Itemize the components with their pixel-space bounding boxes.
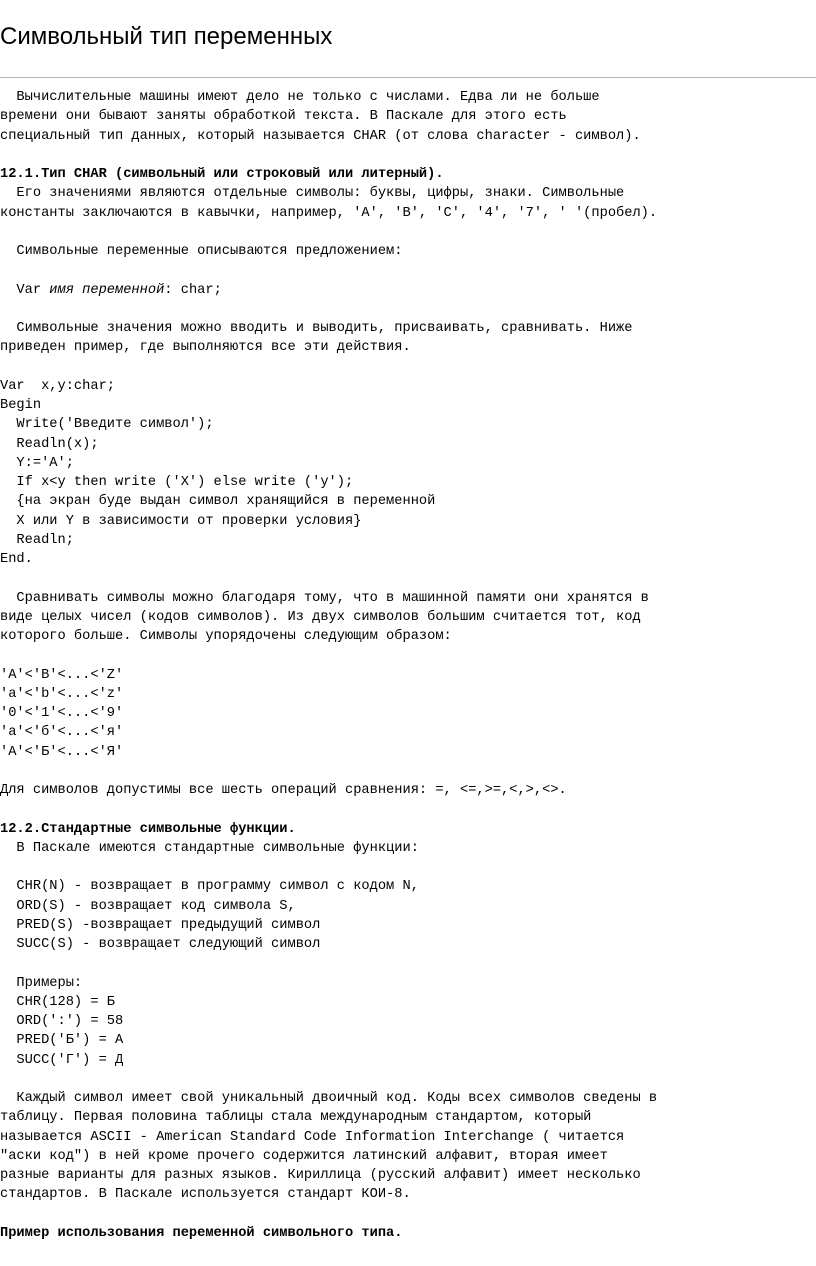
- text-line: 'a'<'b'<...<'z': [0, 686, 124, 702]
- blank-line: [0, 146, 816, 165]
- text-line: PRED('Б') = А: [0, 1033, 124, 1049]
- text-line: Для символов допустимы все шесть операций сравнения: =, <=,>=,<,>,<>.: [0, 783, 567, 798]
- text-line: константы заключаются в кавычки, например, 'A', 'B', 'C', '4', '7', ' '(пробел).: [0, 205, 658, 221]
- text-line: Var x,y:char;: [0, 378, 115, 394]
- page-title: Символьный тип переменных: [0, 23, 333, 50]
- blank-line: [0, 858, 816, 877]
- text-line: Примеры:: [0, 975, 83, 991]
- text-line: Символьные переменные описываются предложением:: [0, 244, 403, 259]
- text-line: Каждый символ имеет свой уникальный двоичный код. Коды всех символов сведены в: [0, 1091, 658, 1106]
- text-line: SUCC(S) - возвращает следующий символ: [0, 937, 321, 952]
- text-line: Write('Введите символ');: [0, 417, 214, 433]
- text-line: ORD(S) - возвращает код символа S,: [0, 898, 296, 914]
- blank-line: [0, 569, 816, 588]
- blank-line: [0, 1205, 816, 1224]
- document-body: [0, 88, 816, 1243]
- text-line: Сравнивать символы можно благодаря тому, что в машинной памяти они хранятся в: [0, 590, 649, 606]
- text-line: Begin: [0, 398, 42, 413]
- text-line: CHR(128) = Б: [0, 994, 115, 1010]
- italic-fragment: имя переменной: [49, 282, 165, 298]
- blank-line: [0, 223, 816, 242]
- text-line: таблицу. Первая половина таблицы стала международным стандартом, который: [0, 1110, 592, 1126]
- text-line: называется ASCII - American Standard Code Information Interchange ( читается: [0, 1129, 625, 1145]
- text-line: Его значениями являются отдельные символы: буквы, цифры, знаки. Символьные: [0, 186, 625, 202]
- text-line: приведен пример, где выполняются все эти действия.: [0, 340, 411, 356]
- blank-line: [0, 954, 816, 973]
- text-line: X или Y в зависимости от проверки условия}: [0, 513, 362, 529]
- text-fragment: : char;: [164, 282, 222, 298]
- text-line: стандартов. В Паскале используется стандарт КОИ-8.: [0, 1187, 411, 1203]
- text-line: 'A'<'B'<...<'Z': [0, 667, 124, 683]
- text-line: 'А'<'Б'<...<'Я': [0, 744, 124, 760]
- text-line: Вычислительные машины имеют дело не только с числами. Едва ли не больше: [0, 90, 600, 105]
- text-fragment: Var: [0, 282, 50, 298]
- section-heading: 12.1.Тип CHAR (символьный или строковый или литерный).: [0, 167, 444, 182]
- text-line: Readln;: [0, 532, 74, 548]
- text-line: разные варианты для разных языков. Кириллица (русский алфавит) имеет несколько: [0, 1168, 641, 1183]
- blank-line: [0, 358, 816, 377]
- text-line: Readln(x);: [0, 436, 99, 452]
- section-heading: 12.2.Стандартные символьные функции.: [0, 821, 296, 837]
- text-line: которого больше. Символы упорядочены следующим образом:: [0, 629, 452, 644]
- text-line: If x<y then write ('X') else write ('y');: [0, 475, 354, 490]
- blank-line: [0, 646, 816, 665]
- text-line: специальный тип данных, который называется CHAR (от слова character - символ).: [0, 128, 641, 144]
- text-line: 'а'<'б'<...<'я': [0, 725, 124, 741]
- text-line: В Паскале имеются стандартные символьные функции:: [0, 840, 419, 856]
- text-line: SUCC('Г') = Д: [0, 1052, 124, 1068]
- section-heading: Пример использования переменной символьного типа.: [0, 1225, 403, 1241]
- text-line: '0'<'1'<...<'9': [0, 706, 124, 721]
- blank-line: [0, 300, 816, 319]
- text-line: [0, 281, 816, 300]
- text-line: CHR(N) - возвращает в программу символ с кодом N,: [0, 879, 419, 895]
- text-line: {на экран буде выдан символ хранящийся в переменной: [0, 494, 436, 510]
- text-line: ORD(':') = 58: [0, 1014, 124, 1029]
- text-line: Символьные значения можно вводить и выводить, присваивать, сравнивать. Ниже: [0, 321, 633, 336]
- title-divider: [0, 77, 816, 78]
- blank-line: [0, 261, 816, 280]
- blank-line: [0, 800, 816, 819]
- text-line: Y:='A';: [0, 455, 74, 471]
- blank-line: [0, 762, 816, 781]
- blank-line: [0, 1070, 816, 1089]
- text-line: времени они бывают заняты обработкой текста. В Паскале для этого есть: [0, 109, 567, 125]
- text-line: "аски код") в ней кроме прочего содержится латинский алфавит, вторая имеет: [0, 1148, 608, 1164]
- text-line: End.: [0, 552, 33, 567]
- text-line: PRED(S) -возвращает предыдущий символ: [0, 917, 321, 933]
- text-line: виде целых чисел (кодов символов). Из двух символов большим считается тот, код: [0, 609, 641, 625]
